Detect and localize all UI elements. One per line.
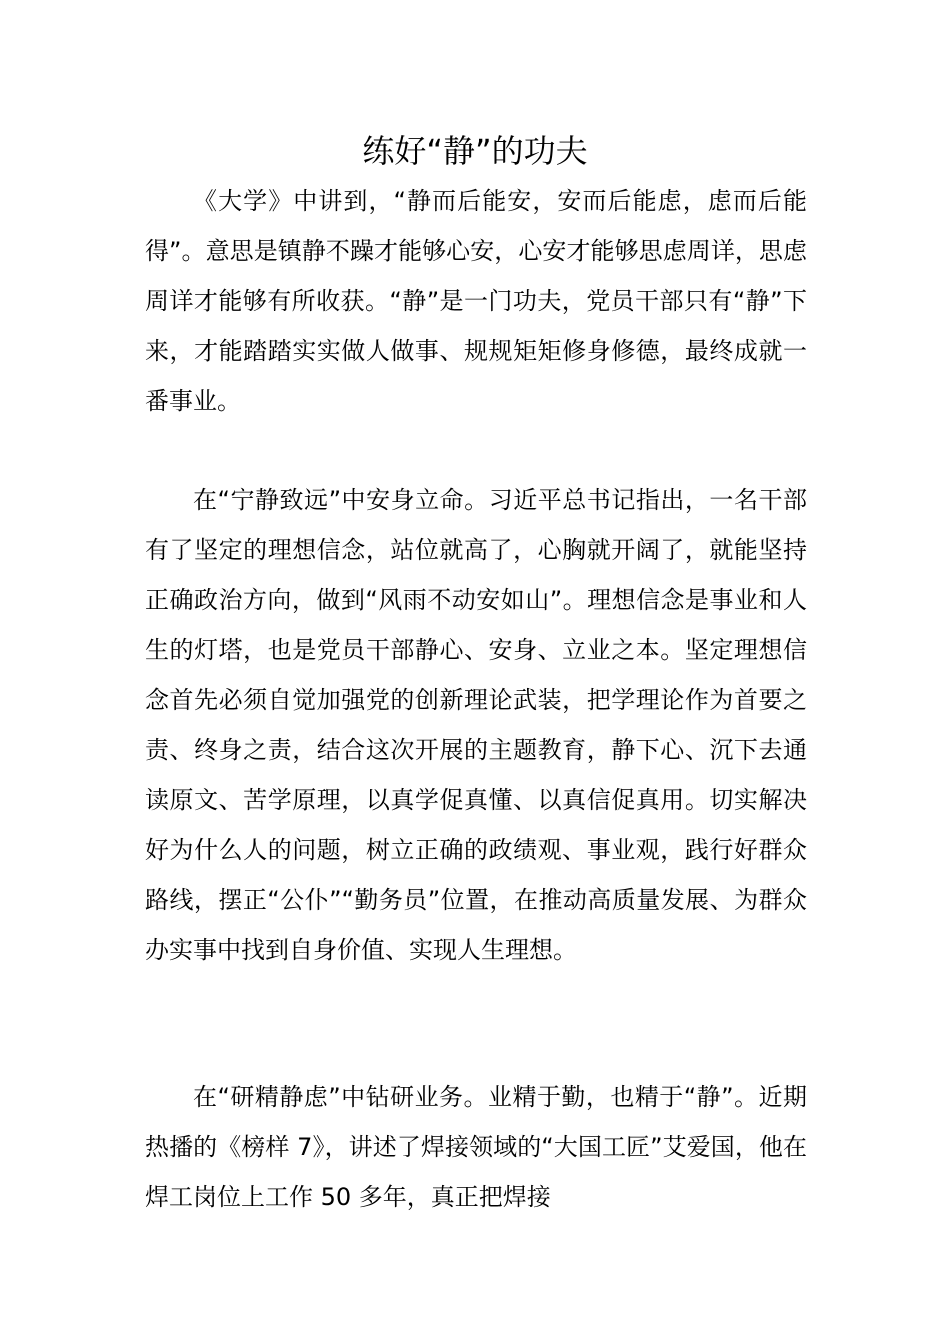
document-title: 练好“静”的功夫 (362, 132, 588, 170)
paragraph-2: 在“宁静致远”中安身立命。习近平总书记指出，一名干部有了坚定的理想信念，站位就高了，心胸就开阔了，就能坚持正确政治方向，做到“风雨不动安如山”。理想信念是事业和人生的灯塔，也是党员干部静心、安身、立业之本。坚定理想信念首先必须自觉加强党的创新理论武装，把学理论作为首要之责、终身之责，结合这次开展的主题教育，静下心、沉下去通读原文、苦学原理，以真学促真懂、以真信促真用。切实解决好为什么人的问题，树立正确的政绩观、事业观，践行好群众路线，摆正“公仆”“勤务员”位置，在推动高质量发展、为群众办实事中找到自身价值、实现人生理想。 (145, 486, 807, 964)
paragraph-1: 《大学》中讲到，“静而后能安，安而后能虑，虑而后能得”。意思是镇静不躁才能够心安，心安才能够思虑周详，思虑周详才能够有所收获。“静”是一门功夫，党员干部只有“静”下来，才能踏踏实实做人做事、规规矩矩修身修德，最终成就一番事业。 (145, 187, 807, 415)
paragraph-3: 在“研精静虑”中钻研业务。业精于勤，也精于“静”。近期热播的《榜样 7》，讲述了焊接领域的“大国工匠”艾爱国，他在焊工岗位上工作 50 多年，真正把焊接 (145, 1083, 807, 1211)
